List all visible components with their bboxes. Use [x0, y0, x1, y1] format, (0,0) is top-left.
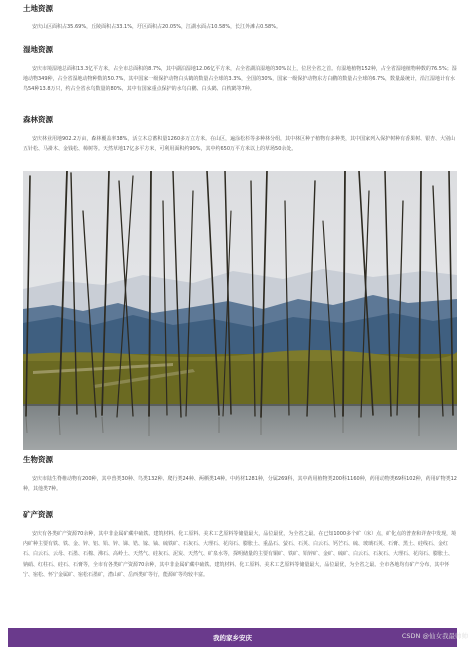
- footer-label[interactable]: 我的家乡安庆: [213, 634, 252, 642]
- lake-bamboo-poles-photo: [23, 171, 457, 450]
- wetland-section: [23, 45, 457, 95]
- land-section: [23, 4, 457, 32]
- wetland-title: 湿地资源: [23, 45, 53, 54]
- mineral-text: 安庆有各类矿产资源70余种，其中非金属矿藏中硫铁、建筑材料、化工原料、美术工艺原料等储量最大，品位最优，为全省之最。在已知1000多个矿（床）点，矿化点的普查和详查中发现，境内矿种主要有铁、铁、金、锌、铝、铅、锌、锑、锆、镓、铀、硫铁矿、石灰石、大理石、花岗石、膨胀土、重晶石、萤石、石英、白云石、钙芒石、硫、玻璃石英、石膏、黑土、硅线石、金红石、白云石、云母、石墨、石棉、沸石、高岭土、天然气、硅灰石、泥炭、天然气、矿泉水等，探明储量的主要有铜矿、铁矿、铅锌矿、金矿、硫矿、白云石、石灰石、大理石、花岗石、膨胀土、钠硝、红柱石、硅石、石膏等，全市有各类矿产资源70余种，其中非金属矿藏中硫铁、建筑材料、化工原料、美术工艺原料等储量最大，品位最优，为全省之最。全市各地均有矿产分布，其中怀宁、宿松、怀宁金属矿、宿松石墨矿，潜山矿、岳西类矿等行，能源矿等均较丰富。: [23, 531, 457, 578]
- lake-photo: [23, 171, 457, 450]
- mineral-title: 矿产资源: [23, 510, 53, 519]
- land-title: 土地资源: [23, 4, 53, 13]
- wetland-text: 安庆市境湿地总面积13.3亿平方米，占全市总面积的8.7%，其中湖泊湿地12.06亿平方米，占全省湖泊湿地的30%以上，位居全省之首。有湿地植物152种，占全省湿地植物种数的76.5%；湿地动物349种，占全省湿地动物种数的50.7%，其中国家一级保护动物白头鹤的数量占全球的3.3%，全国的30%，国家一级保护动物东方白鹳的数量占全球的6.7%，数量最统计，沿江湿地计有水鸟54种13.8万只，约占全省水鸟数量的80%，其中有国家重点保护的水鸟白鹳、白头鹤、白枕鹤等7种。: [23, 66, 457, 93]
- bio-title: 生物资源: [23, 455, 53, 464]
- forest-text: 安庆林业用地902.2万亩，森林覆盖率38%，活立木总蓄积量1260多万立方米。在山区，遍涂松杉等多种林分组，其中林区种子植物有多种类，其中国家列入保护树种有香果树、银杏、大别山五针松、马褂木、金钱松、樟树等。天然草地17亿多平方米，可利用面积约90%，其中约650万平方米以上的草场50余处。: [23, 136, 456, 153]
- bio-text: 安庆市陆生脊椎动物有200种，其中兽类30种、鸟类132种、爬行类24种、两栖类14种。中药材1281种，分属269科，其中药用植物类200科1160种，药用动物类69科102种，药用矿物类12种，其他类7种。: [23, 476, 457, 493]
- bio-section: [23, 455, 457, 494]
- mineral-section: [23, 510, 457, 580]
- watermark: CSDN @仙女我最帅帅: [401, 632, 468, 640]
- footer-nav-bar[interactable]: [8, 628, 457, 647]
- land-text: 安庆山区面积占35.69%，丘陵面积占33.1%，圩区面积占20.05%，江湖水面占10.58%，长江外滩占0.58%。: [32, 24, 281, 30]
- forest-section: [23, 115, 457, 154]
- forest-title: 森林资源: [23, 115, 53, 124]
